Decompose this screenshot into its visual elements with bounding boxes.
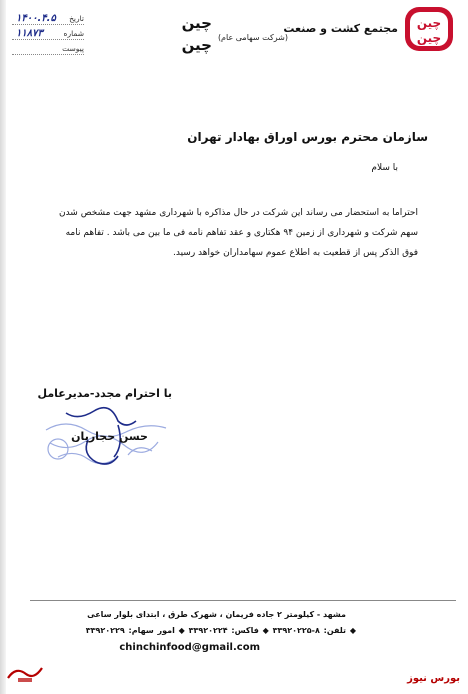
svg-text:چین: چین (416, 31, 442, 45)
footer-address: مشهد - کیلومتر ۲ جاده فریمان ، شهرک طرق ، ابتدای بلوار ساعی (87, 610, 346, 619)
date-row (12, 10, 84, 25)
date-label: تاریخ (69, 14, 84, 23)
number-value: ۱۱۸۷۳ (16, 28, 43, 39)
greeting: با سلام (371, 163, 398, 173)
number-row (12, 25, 84, 40)
body-line: فوق الذکر پس از قطعیت به اطلاع عموم سهامداران خواهد رسید. (173, 248, 418, 258)
footer-divider (30, 600, 456, 601)
body-line: سهم شرکت و شهرداری از زمین ۹۴ هکتاری و عقد تفاهم نامه فی ما بین می باشد . تفاهم نامه (65, 228, 418, 238)
svg-text:چین: چین (416, 16, 442, 30)
footer-email: chinchinfood@gmail.com (119, 642, 260, 653)
number-label: شماره (63, 29, 84, 38)
brand-word-bottom: چین (181, 36, 212, 54)
company-type: (شرکت سهامی عام) (217, 33, 288, 42)
body-line: احتراما به استحضار می رساند این شرکت در حال مذاکره با شهرداری مشهد جهت مشخص شدن (58, 208, 418, 218)
company-name: مجتمع کشت و صنعت (283, 22, 398, 35)
date-value: ۱۴۰۰.۴.۵ (16, 13, 56, 24)
brand-word-top: چین (181, 14, 212, 32)
attachment-label: پیوست (62, 44, 84, 53)
letter-meta (12, 10, 84, 55)
closing-text: با احترام مجدد-مدیرعامل (37, 387, 172, 400)
recipient: سازمان محترم بورس اوراق بهادار تهران (187, 130, 428, 144)
bourse-news-logo (4, 662, 46, 686)
chinchin-logo (404, 6, 454, 52)
signer-name: حسن حجاریان (71, 430, 148, 443)
scan-shadow (0, 0, 6, 694)
watermark-text: بورس نیوز (407, 673, 460, 684)
footer-phones: ◆ تلفن: ۸-۳۳۹۲۰۲۲۵ ◆ فاکس: ۳۳۹۲۰۲۲۴ ◆ امور سهام: ۳۳۹۲۰۲۲۹ (85, 626, 356, 635)
attachment-row (12, 40, 84, 55)
